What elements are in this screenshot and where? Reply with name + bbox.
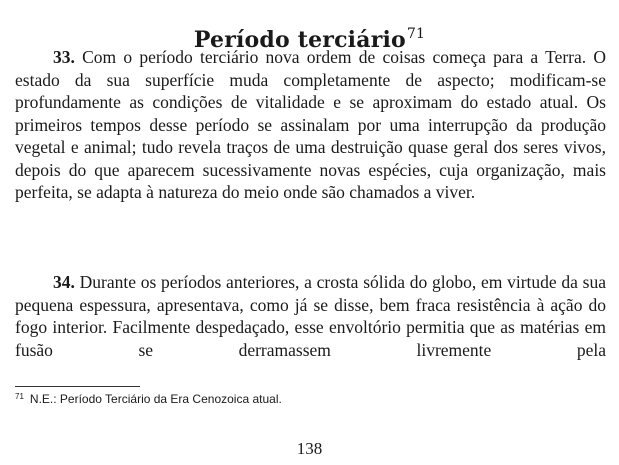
footnote-mark: 71 bbox=[15, 392, 24, 401]
heading-footnote-ref[interactable]: 71 bbox=[406, 25, 426, 42]
footnote-divider bbox=[15, 386, 140, 387]
paragraph-34 bbox=[15, 271, 606, 361]
heading-title: Período terciário bbox=[193, 26, 406, 53]
paragraph-text bbox=[15, 46, 606, 204]
paragraph-body: Durante os períodos anteriores, a crosta sólida do globo, em virtude da sua pequena espessura, apresentava, como já se disse, bem fraca resistência à ação do fogo interior. Facilmente despedaçado, esse envoltório permitia que as matérias em fusão se derramassem livremente pela bbox=[15, 272, 606, 360]
footnote bbox=[15, 390, 575, 406]
page-number: 138 bbox=[296, 439, 323, 458]
paragraph-body: Com o período terciário nova ordem de coisas começa para a Terra. O estado da sua superfície muda completamente de aspecto; modificam-se profundamente as condições de vitalidade e se aproximam do estado atual. Os primeiros tempos desse período se assinalam por uma interrupção da produção vegetal e animal; tudo revela traços de uma destruição quase geral dos seres vivos, depois do que aparecem sucessivamente novas espécies, cuja organização, mais perfeita, se adapta à natureza do meio onde são chamados a viver. bbox=[15, 47, 607, 202]
paragraph-number: 33. bbox=[53, 47, 75, 67]
paragraph-number: 34. bbox=[53, 272, 75, 292]
footnote-text: N.E.: Período Terciário da Era Cenozoica atual. bbox=[29, 392, 282, 406]
paragraph-33 bbox=[15, 46, 606, 204]
paragraph-text bbox=[15, 271, 606, 361]
